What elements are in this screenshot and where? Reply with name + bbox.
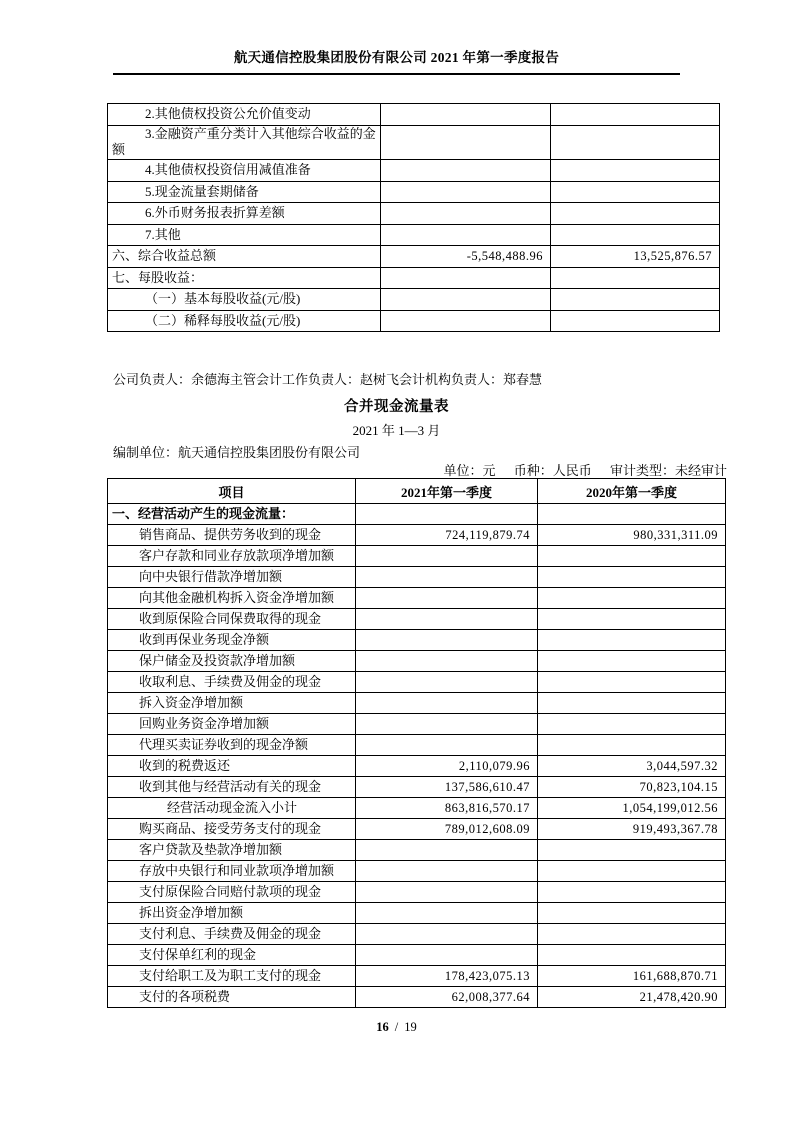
value-2021 <box>356 735 538 756</box>
row-label: 收到的税费返还 <box>108 756 356 777</box>
value-2020: 70,823,104.15 <box>538 777 726 798</box>
value-2021: 137,586,610.47 <box>356 777 538 798</box>
value-2020: 3,044,597.32 <box>538 756 726 777</box>
table-row <box>108 924 726 945</box>
value-2021 <box>381 289 551 311</box>
value-2021 <box>356 840 538 861</box>
prepared-by-line: 编制单位：航天通信控股集团股份有限公司 <box>113 445 361 460</box>
table-row <box>108 525 726 546</box>
value-2021 <box>356 504 538 525</box>
row-label: 收到其他与经营活动有关的现金 <box>108 777 356 798</box>
row-label: 支付的各项税费 <box>108 987 356 1008</box>
row-label: 6.外币财务报表折算差额 <box>108 203 381 225</box>
value-2021 <box>356 882 538 903</box>
value-2020 <box>538 609 726 630</box>
value-2021: 178,423,075.13 <box>356 966 538 987</box>
table-row <box>108 504 726 525</box>
row-label: 七、每股收益： <box>108 267 381 289</box>
table-row <box>108 546 726 567</box>
value-2021 <box>356 546 538 567</box>
value-2020 <box>538 630 726 651</box>
value-2020 <box>538 840 726 861</box>
value-2021: 863,816,570.17 <box>356 798 538 819</box>
value-2021 <box>356 651 538 672</box>
row-label: 收取利息、手续费及佣金的现金 <box>108 672 356 693</box>
table-row <box>108 125 720 160</box>
table-row <box>108 567 726 588</box>
row-label: 5.现金流量套期储备 <box>108 181 381 203</box>
value-2021 <box>381 267 551 289</box>
value-2020 <box>538 651 726 672</box>
row-label: 3.金融资产重分类计入其他综合收益的金额 <box>108 125 381 160</box>
value-2020 <box>538 861 726 882</box>
value-2020 <box>551 267 720 289</box>
value-2020 <box>551 203 720 225</box>
current-page-number: 16 <box>376 1020 389 1034</box>
row-label: 支付给职工及为职工支付的现金 <box>108 966 356 987</box>
table-row <box>108 104 720 126</box>
row-label: （一）基本每股收益(元/股) <box>108 289 381 311</box>
row-label: 向中央银行借款净增加额 <box>108 567 356 588</box>
value-2020 <box>551 310 720 332</box>
value-2020: 161,688,870.71 <box>538 966 726 987</box>
row-label: 购买商品、接受劳务支付的现金 <box>108 819 356 840</box>
table-row <box>108 861 726 882</box>
total-pages: 19 <box>404 1020 417 1034</box>
cash-flow-table <box>107 478 726 1008</box>
table-row <box>108 630 726 651</box>
table-row <box>108 882 726 903</box>
table-row <box>108 651 726 672</box>
value-2021 <box>381 224 551 246</box>
row-label: 支付利息、手续费及佣金的现金 <box>108 924 356 945</box>
col-header-item: 项目 <box>108 479 356 504</box>
value-2020 <box>538 546 726 567</box>
value-2021 <box>381 104 551 126</box>
table-row <box>108 735 726 756</box>
table-row <box>108 966 726 987</box>
value-2020 <box>538 504 726 525</box>
value-2021 <box>356 630 538 651</box>
value-2021 <box>356 903 538 924</box>
value-2020 <box>551 181 720 203</box>
unit-currency-audit-line <box>107 460 727 479</box>
value-2020 <box>538 945 726 966</box>
row-label: 收到原保险合同保费取得的现金 <box>108 609 356 630</box>
table-row <box>108 289 720 311</box>
value-2021 <box>356 693 538 714</box>
statement-title: 合并现金流量表 <box>344 399 449 415</box>
row-label: 2.其他债权投资公允价值变动 <box>108 104 381 126</box>
value-2020 <box>551 224 720 246</box>
value-2021 <box>381 125 551 160</box>
table-row <box>108 756 726 777</box>
row-label: 一、经营活动产生的现金流量： <box>108 504 356 525</box>
value-2021: 789,012,608.09 <box>356 819 538 840</box>
table-header-row <box>108 479 726 504</box>
row-label: 保户储金及投资款净增加额 <box>108 651 356 672</box>
value-2020: 13,525,876.57 <box>551 246 720 268</box>
value-2021: 62,008,377.64 <box>356 987 538 1008</box>
table-row <box>108 693 726 714</box>
col-header-2020-q1: 2020年第一季度 <box>538 479 726 504</box>
row-label: （二）稀释每股收益(元/股) <box>108 310 381 332</box>
value-2020 <box>538 672 726 693</box>
value-2020: 21,478,420.90 <box>538 987 726 1008</box>
comprehensive-income-table <box>107 103 720 332</box>
value-2021 <box>356 945 538 966</box>
table-row <box>108 224 720 246</box>
table-row <box>108 777 726 798</box>
value-2021 <box>356 714 538 735</box>
value-2021: -5,548,488.96 <box>381 246 551 268</box>
row-label: 代理买卖证券收到的现金净额 <box>108 735 356 756</box>
value-2021 <box>356 672 538 693</box>
row-label: 收到再保业务现金净额 <box>108 630 356 651</box>
row-label: 存放中央银行和同业款项净增加额 <box>108 861 356 882</box>
value-2020 <box>538 567 726 588</box>
value-2020: 1,054,199,012.56 <box>538 798 726 819</box>
signatories-line: 公司负责人：余德海主管会计工作负责人：赵树飞会计机构负责人：郑春慧 <box>113 372 543 387</box>
row-label: 4.其他债权投资信用减值准备 <box>108 160 381 182</box>
value-2020 <box>538 714 726 735</box>
value-2021 <box>381 181 551 203</box>
value-2020 <box>551 160 720 182</box>
value-2021 <box>356 567 538 588</box>
value-2020: 919,493,367.78 <box>538 819 726 840</box>
row-label: 支付保单红利的现金 <box>108 945 356 966</box>
row-label: 六、综合收益总额 <box>108 246 381 268</box>
audit-type-label: 审计类型：未经审计 <box>609 463 727 478</box>
table-row <box>108 609 726 630</box>
row-label: 向其他金融机构拆入资金净增加额 <box>108 588 356 609</box>
table-row <box>108 714 726 735</box>
table-row <box>108 310 720 332</box>
value-2020 <box>538 903 726 924</box>
value-2021 <box>381 310 551 332</box>
report-header-title: 航天通信控股集团股份有限公司 2021 年第一季度报告 <box>113 46 680 75</box>
value-2020 <box>551 289 720 311</box>
value-2020 <box>538 735 726 756</box>
table-row <box>108 798 726 819</box>
row-label: 回购业务资金净增加额 <box>108 714 356 735</box>
row-label: 客户存款和同业存放款项净增加额 <box>108 546 356 567</box>
table-row <box>108 181 720 203</box>
value-2021: 724,119,879.74 <box>356 525 538 546</box>
value-2020 <box>538 693 726 714</box>
value-2021 <box>356 609 538 630</box>
row-label: 拆入资金净增加额 <box>108 693 356 714</box>
table-row <box>108 267 720 289</box>
value-2021 <box>381 160 551 182</box>
value-2020 <box>538 588 726 609</box>
row-label: 拆出资金净增加额 <box>108 903 356 924</box>
value-2020 <box>538 882 726 903</box>
value-2021: 2,110,079.96 <box>356 756 538 777</box>
value-2021 <box>356 924 538 945</box>
page-footer <box>0 1020 793 1035</box>
value-2020 <box>551 125 720 160</box>
value-2020 <box>538 924 726 945</box>
table-row <box>108 672 726 693</box>
table-row <box>108 987 726 1008</box>
row-label: 支付原保险合同赔付款项的现金 <box>108 882 356 903</box>
table-row <box>108 160 720 182</box>
value-2021 <box>381 203 551 225</box>
table-row <box>108 903 726 924</box>
col-header-2021-q1: 2021年第一季度 <box>356 479 538 504</box>
table-row <box>108 588 726 609</box>
row-label: 客户贷款及垫款净增加额 <box>108 840 356 861</box>
row-label: 7.其他 <box>108 224 381 246</box>
unit-label: 单位：元 <box>443 463 496 478</box>
row-label: 销售商品、提供劳务收到的现金 <box>108 525 356 546</box>
table-row <box>108 819 726 840</box>
value-2021 <box>356 861 538 882</box>
value-2020: 980,331,311.09 <box>538 525 726 546</box>
table-row <box>108 203 720 225</box>
value-2020 <box>551 104 720 126</box>
page-separator: / <box>394 1020 399 1034</box>
table-row <box>108 246 720 268</box>
currency-label: 币种：人民币 <box>513 463 592 478</box>
table-row <box>108 840 726 861</box>
statement-period: 2021 年 1—3 月 <box>352 423 441 438</box>
value-2021 <box>356 588 538 609</box>
row-label: 经营活动现金流入小计 <box>108 798 356 819</box>
table-row <box>108 945 726 966</box>
